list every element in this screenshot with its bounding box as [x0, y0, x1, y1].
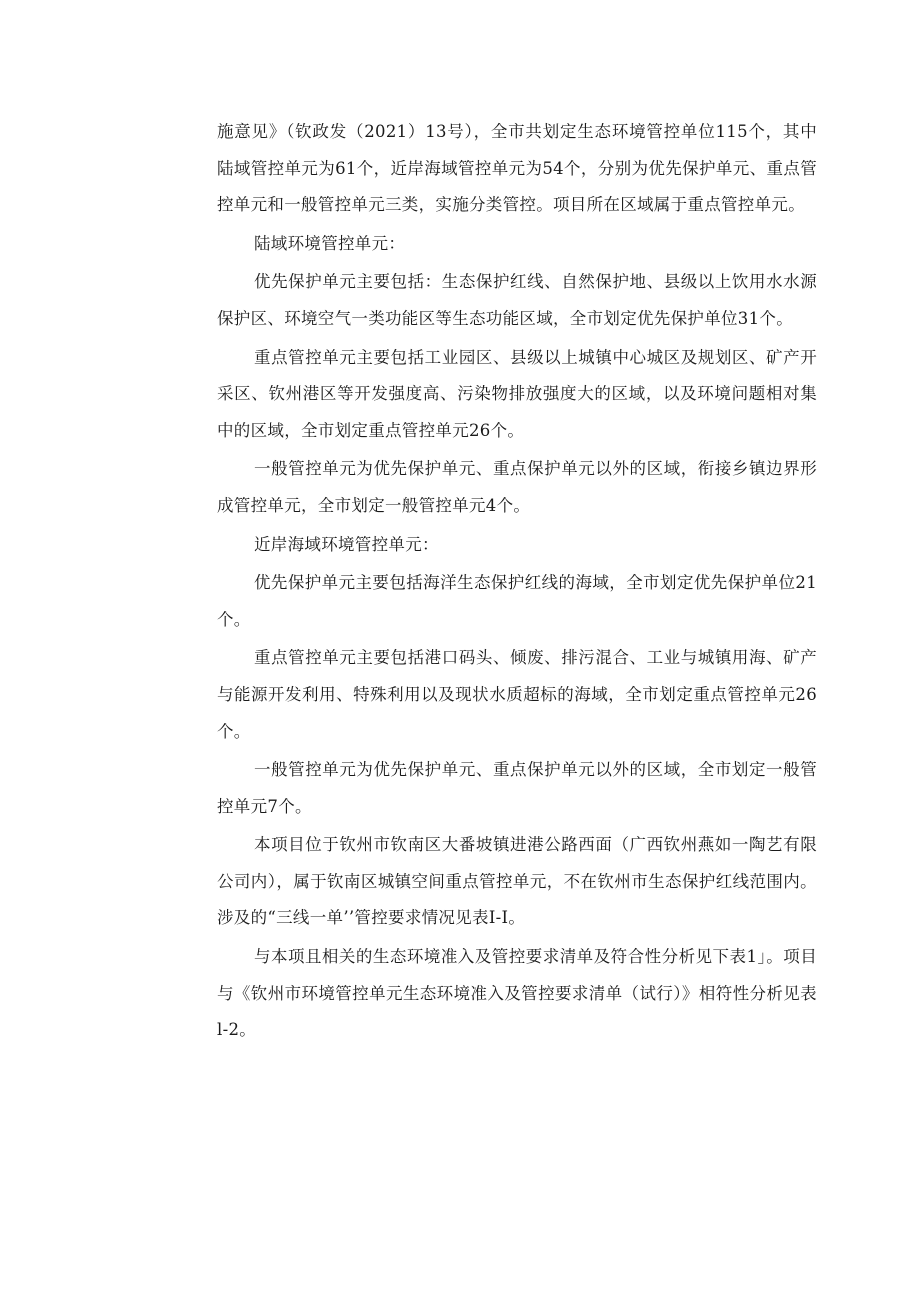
document-body	[217, 114, 817, 1051]
paragraph: 一般管控单元为优先保护单元、重点保护单元以外的区域，衔接乡镇边界形成管控单元，全市划定一般管控单元4个。	[217, 459, 817, 515]
paragraph: 近岸海域环境管控单元：	[254, 534, 439, 554]
paragraph: 施意见》（钦政发（2021）13号），全市共划定生态环境管控单位115个，其中陆域管控单元为61个，近岸海域管控单元为54个，分别为优先保护单元、重点管控单元和一般管控单元三类，实施分类管控。项目所在区域属于重点管控单元。	[217, 122, 817, 215]
paragraph: 优先保护单元主要包括：生态保护红线、自然保护地、县级以上饮用水水源保护区、环境空气一类功能区等生态功能区域，全市划定优先保护单位31个。	[217, 272, 817, 328]
paragraph: 陆域环境管控单元：	[254, 233, 406, 253]
paragraph: 优先保护单元主要包括海洋生态保护红线的海域，全市划定优先保护单位21个。	[217, 573, 817, 629]
paragraph: 本项目位于钦州市钦南区大番坡镇进港公路西面（广西钦州燕如一陶艺有限公司内），属于钦南区城镇空间重点管控单元，不在钦州市生态保护红线范围内。涉及的“三线一单’’管控要求情况见表I-I。	[217, 835, 817, 928]
paragraph: 一般管控单元为优先保护单元、重点保护单元以外的区域，全市划定一般管控单元7个。	[217, 760, 817, 816]
paragraph: 重点管控单元主要包括工业园区、县级以上城镇中心城区及规划区、矿产开采区、钦州港区等开发强度高、污染物排放强度大的区域，以及环境问题相对集中的区域，全市划定重点管控单元26个。	[217, 347, 817, 440]
paragraph: 与本项且相关的生态环境准入及管控要求清单及符合性分析见下表1」。项目与《钦州市环境管控单元生态环境准入及管控要求清单（试行）》相符性分析见表l-2。	[217, 947, 817, 1040]
paragraph: 重点管控单元主要包括港口码头、倾废、排污混合、工业与城镇用海、矿产与能源开发利用、特殊利用以及现状水质超标的海域，全市划定重点管控单元26个。	[217, 648, 817, 741]
